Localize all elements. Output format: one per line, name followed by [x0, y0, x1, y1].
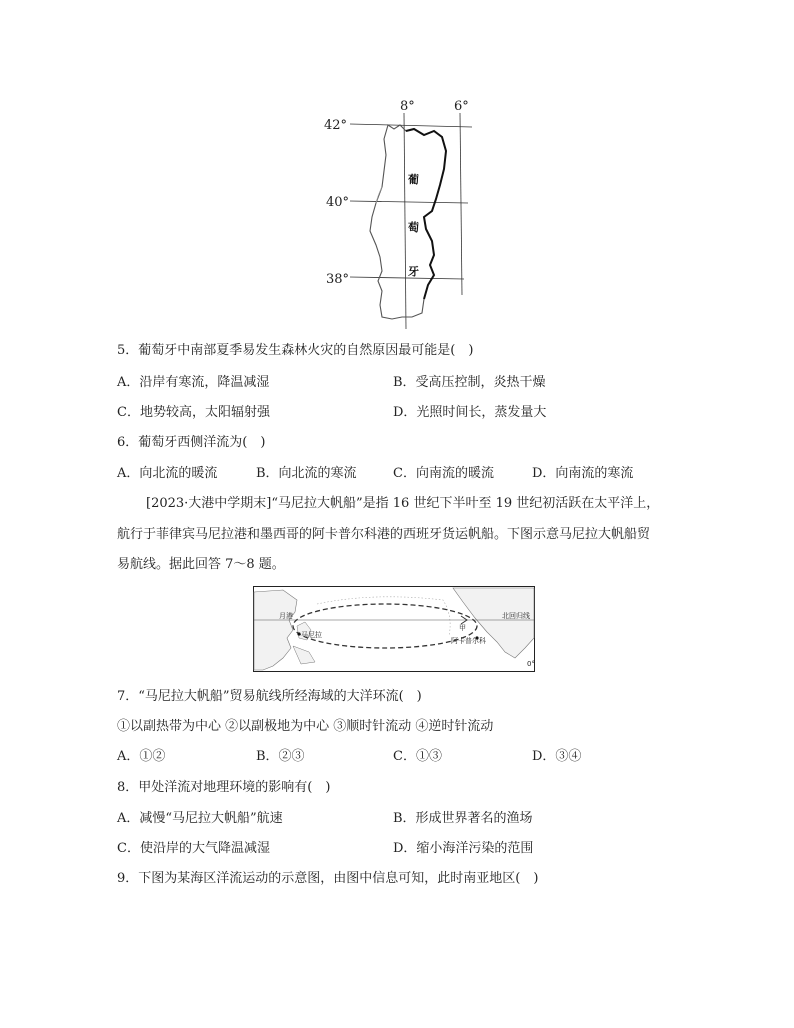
- q5-option-c[interactable]: C．地势较高，太阳辐射强: [117, 405, 270, 420]
- passage-line-3: 易航线。据此回答 7～8 题。: [117, 557, 285, 572]
- country-char-3: 牙: [408, 265, 419, 278]
- label-moon-port: 月港: [279, 612, 293, 620]
- q8-option-d[interactable]: D．缩小海洋污染的范围: [393, 841, 534, 856]
- country-char-2: 萄: [408, 221, 419, 234]
- portugal-map: [320, 95, 480, 335]
- q5-option-b[interactable]: B．受高压控制，炎热干燥: [393, 375, 546, 390]
- q8-option-c[interactable]: C．使沿岸的大气降温减湿: [117, 841, 270, 856]
- passage-line-2: 航行于菲律宾马尼拉港和墨西哥的阿卡普尔科港的西班牙货运帆船。下图示意马尼拉大帆船贸: [117, 527, 651, 542]
- label-jia: 甲: [459, 624, 466, 632]
- q6-stem: 6．葡萄牙西侧洋流为( ): [117, 435, 266, 450]
- q6-option-b[interactable]: B．向北流的寒流: [256, 466, 357, 481]
- q7-option-b[interactable]: B．②③: [256, 749, 305, 764]
- lon-label-6: 6°: [454, 99, 469, 114]
- lat-label-40: 40°: [326, 195, 350, 210]
- q9-stem: 9．下图为某海区洋流运动的示意图，由图中信息可知，此时南亚地区( ): [117, 871, 539, 886]
- meridian-6: [460, 113, 462, 295]
- q7-choices: ①以副热带为中心 ②以副极地为中心 ③顺时针流动 ④逆时针流动: [117, 719, 494, 734]
- q8-stem: 8．甲处洋流对地理环境的影响有( ): [117, 780, 331, 795]
- q5-option-d[interactable]: D．光照时间长，蒸发量大: [393, 405, 547, 420]
- q6-option-d[interactable]: D．向南流的寒流: [532, 466, 634, 481]
- parallel-42: [350, 124, 472, 127]
- lat-label-38: 38°: [326, 272, 350, 287]
- q8-option-b[interactable]: B．形成世界著名的渔场: [393, 811, 533, 826]
- q5-option-a[interactable]: A．沿岸有寒流，降温减湿: [117, 375, 270, 390]
- label-manila: 马尼拉: [301, 631, 322, 639]
- meridian-8: [404, 113, 406, 329]
- q8-option-a[interactable]: A．减慢“马尼拉大帆船”航速: [117, 811, 283, 826]
- q7-option-c[interactable]: C．①③: [393, 749, 442, 764]
- lat-label-42: 42°: [324, 118, 348, 133]
- label-tropic: 北回归线: [502, 612, 530, 620]
- q7-option-d[interactable]: D．③④: [532, 749, 582, 764]
- label-zero: 0°: [527, 660, 535, 668]
- label-acapulco: 阿卡普尔科: [451, 637, 486, 645]
- country-char-1: 葡: [408, 173, 419, 186]
- lon-label-8: 8°: [400, 99, 415, 114]
- q5-stem: 5．葡萄牙中南部夏季易发生森林火灾的自然原因最可能是( ): [117, 343, 474, 358]
- q7-stem: 7．“马尼拉大帆船”贸易航线所经海域的大洋环流( ): [117, 689, 422, 704]
- passage-line-1: [2023·大港中学期末]“马尼拉大帆船”是指 16 世纪下半叶至 19 世纪初活跃在太平洋上，: [146, 496, 660, 511]
- q7-option-a[interactable]: A．①②: [117, 749, 166, 764]
- q6-option-a[interactable]: A．向北流的暖流: [117, 466, 218, 481]
- q6-option-c[interactable]: C．向南流的暖流: [393, 466, 494, 481]
- parallel-40: [350, 201, 468, 203]
- parallel-38: [350, 277, 464, 279]
- pacific-trade-map: [253, 586, 535, 672]
